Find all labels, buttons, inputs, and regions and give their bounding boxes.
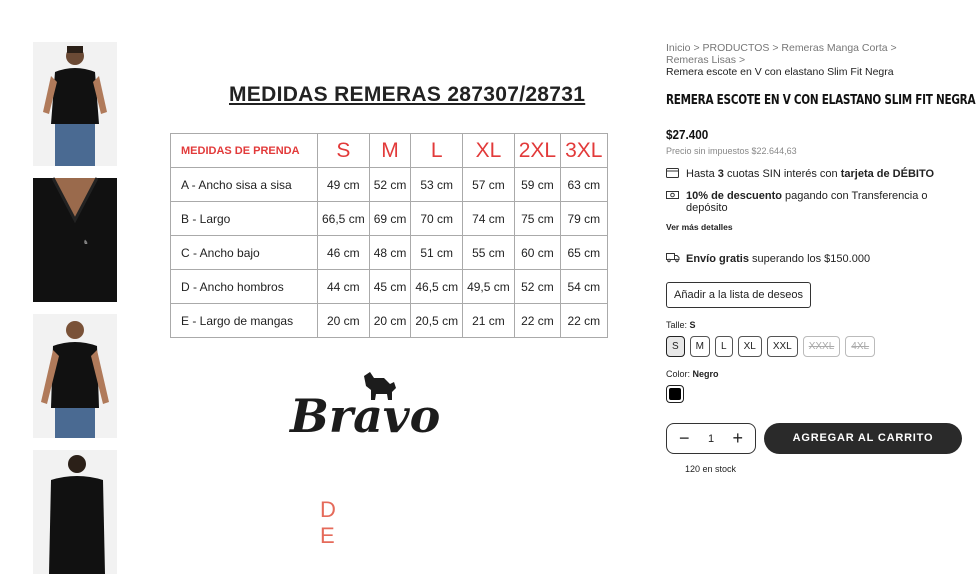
promo-discount: 10% de descuento xyxy=(686,190,782,202)
credit-card-icon xyxy=(666,168,680,182)
breadcrumb-separator: > xyxy=(890,42,897,54)
size-chart-cell: 69 cm xyxy=(369,202,411,236)
size-chart-cell: 46,5 cm xyxy=(411,270,463,304)
product-image-size-chart xyxy=(135,42,640,548)
size-chart-cell: 45 cm xyxy=(369,270,411,304)
add-to-cart-row xyxy=(666,423,966,454)
truck-icon xyxy=(666,252,680,265)
size-options xyxy=(666,336,966,357)
size-chart-cell: 55 cm xyxy=(463,236,515,270)
size-chart-cell: 22 cm xyxy=(561,304,607,338)
size-chart-cell: 49,5 cm xyxy=(463,270,515,304)
size-chart-cell: 48 cm xyxy=(369,236,411,270)
size-option-xl[interactable]: XL xyxy=(738,336,762,357)
breadcrumb-separator: > xyxy=(693,42,700,54)
size-chart-cell: 44 cm xyxy=(318,270,370,304)
breadcrumb-item-manga-corta[interactable]: Remeras Manga Corta xyxy=(781,42,888,54)
size-chart-cell: 20,5 cm xyxy=(411,304,463,338)
free-shipping-info xyxy=(666,252,966,265)
size-chart-cell: 51 cm xyxy=(411,236,463,270)
promo-transfer-discount xyxy=(666,190,966,214)
size-chart-cell: 79 cm xyxy=(561,202,607,236)
promo-text: Hasta xyxy=(686,168,718,180)
size-chart-cell: 59 cm xyxy=(514,168,560,202)
increase-quantity-button[interactable]: + xyxy=(732,428,743,448)
size-chart-cell: 53 cm xyxy=(411,168,463,202)
size-chart-cell: 57 cm xyxy=(463,168,515,202)
thumbnail-closeup[interactable] xyxy=(33,178,117,302)
decrease-quantity-button[interactable]: − xyxy=(679,428,690,448)
size-chart-cell: 70 cm xyxy=(411,202,463,236)
size-label-text: Talle: xyxy=(666,320,688,330)
size-label xyxy=(666,320,966,330)
quantity-value[interactable]: 1 xyxy=(707,432,715,445)
breadcrumb xyxy=(666,42,966,78)
brand-logo: Bravo xyxy=(290,389,441,443)
size-chart-header-size: L xyxy=(411,134,463,168)
size-chart-cell: 52 cm xyxy=(514,270,560,304)
size-chart-cell: 66,5 cm xyxy=(318,202,370,236)
size-chart-cell: 60 cm xyxy=(514,236,560,270)
breadcrumb-separator: > xyxy=(738,54,746,66)
size-chart-row xyxy=(171,202,608,236)
selected-color: Negro xyxy=(692,369,719,379)
breadcrumb-separator: > xyxy=(772,42,779,54)
size-chart-cell: 21 cm xyxy=(463,304,515,338)
size-chart-row-label: B - Largo xyxy=(171,202,318,236)
stock-count: 120 en stock xyxy=(685,464,737,474)
size-chart-row-label: E - Largo de mangas xyxy=(171,304,318,338)
shipping-text: superando los $150.000 xyxy=(748,252,871,265)
swatch-fill xyxy=(669,388,681,400)
size-chart-header-size: 3XL xyxy=(561,134,607,168)
size-chart-bottom-text: D E xyxy=(320,497,466,548)
quantity-stepper xyxy=(666,423,756,454)
promo-installments-count: 3 xyxy=(717,168,724,180)
size-chart-cell: 54 cm xyxy=(561,270,607,304)
size-chart-row xyxy=(171,270,608,304)
promo-card-type: tarjeta de DÉBITO xyxy=(840,168,935,180)
size-chart-cell: 63 cm xyxy=(561,168,607,202)
thumbnail-front[interactable] xyxy=(33,42,117,166)
size-chart-row-label: A - Ancho sisa a sisa xyxy=(171,168,318,202)
size-chart-row xyxy=(171,304,608,338)
size-chart-cell: 46 cm xyxy=(318,236,370,270)
product-price: $27.400 xyxy=(666,127,709,142)
size-chart-header-size: S xyxy=(318,134,370,168)
product-title: REMERA ESCOTE EN V CON ELASTANO SLIM FIT NEGRA xyxy=(666,92,976,108)
promo-debit-installments xyxy=(666,168,966,182)
size-option-xxl[interactable]: XXL xyxy=(767,336,798,357)
size-chart-title: MEDIDAS REMERAS 287307/28731 xyxy=(229,83,586,106)
more-details-link[interactable]: Ver más detalles xyxy=(666,222,733,232)
thumbnail-gallery xyxy=(33,42,117,586)
thumbnail-back[interactable] xyxy=(33,450,117,574)
thumbnail-side[interactable] xyxy=(33,314,117,438)
size-option-s[interactable]: S xyxy=(666,336,685,357)
add-to-cart-button[interactable]: AGREGAR AL CARRITO xyxy=(764,423,962,454)
selected-size: S xyxy=(689,320,696,330)
breadcrumb-item-productos[interactable]: PRODUCTOS xyxy=(702,42,770,54)
color-label-text: Color: xyxy=(666,369,691,379)
size-chart-cell: 75 cm xyxy=(514,202,560,236)
breadcrumb-item-lisas[interactable]: Remeras Lisas xyxy=(666,54,737,66)
price-without-tax: Precio sin impuestos $22.644,63 xyxy=(666,146,797,156)
size-chart-table xyxy=(170,133,608,338)
size-chart-cell: 20 cm xyxy=(318,304,370,338)
color-swatch-negro[interactable] xyxy=(666,385,684,403)
svg-text:♞: ♞ xyxy=(83,239,89,246)
size-chart-cell: 65 cm xyxy=(561,236,607,270)
size-chart-row-label: D - Ancho hombros xyxy=(171,270,318,304)
size-chart-cell: 74 cm xyxy=(463,202,515,236)
product-info-panel xyxy=(666,42,976,474)
size-option-l[interactable]: L xyxy=(715,336,733,357)
breadcrumb-item-home[interactable]: Inicio xyxy=(666,42,691,54)
size-option-m[interactable]: M xyxy=(690,336,710,357)
size-chart-row-label: C - Ancho bajo xyxy=(171,236,318,270)
size-chart-cell: 49 cm xyxy=(318,168,370,202)
size-chart-row xyxy=(171,236,608,270)
size-chart-header-label: MEDIDAS DE PRENDA xyxy=(171,134,318,168)
size-chart-header-size: M xyxy=(369,134,411,168)
size-chart-cell: 22 cm xyxy=(514,304,560,338)
promo-text: pagando con Transferencia o depósito xyxy=(686,190,928,214)
shipping-bold: Envío gratis xyxy=(686,252,749,265)
breadcrumb-current: Remera escote en V con elastano Slim Fit Negra xyxy=(666,66,894,78)
cash-icon xyxy=(666,190,680,204)
promo-text: cuotas SIN interés con xyxy=(723,168,841,180)
size-chart-header-size: XL xyxy=(463,134,515,168)
size-chart-cell: 20 cm xyxy=(369,304,411,338)
size-option-4xl: 4XL xyxy=(845,336,875,357)
size-option-xxxl: XXXL xyxy=(803,336,841,357)
add-to-wishlist-button[interactable]: Añadir a la lista de deseos xyxy=(666,282,811,308)
color-label xyxy=(666,369,966,379)
size-chart-cell: 52 cm xyxy=(369,168,411,202)
size-chart-row xyxy=(171,168,608,202)
size-chart-header-size: 2XL xyxy=(514,134,560,168)
